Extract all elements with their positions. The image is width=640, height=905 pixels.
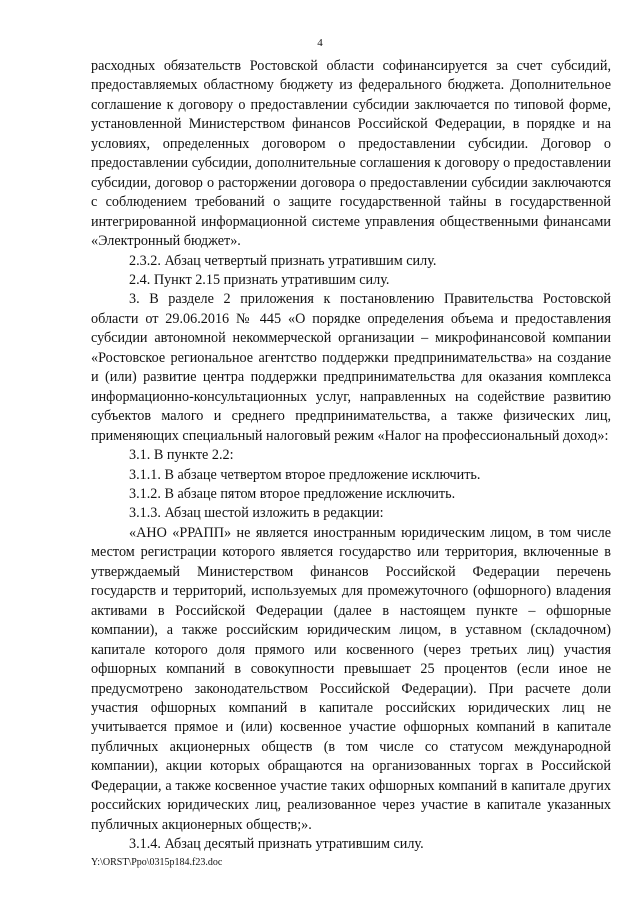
page-number: 4 <box>317 37 323 49</box>
paragraph: 2.4. Пункт 2.15 признать утратившим силу. <box>129 271 390 288</box>
paragraph: 2.3.2. Абзац четвертый признать утратившим силу. <box>129 252 437 269</box>
paragraph: 3.1.4. Абзац десятый признать утратившим силу. <box>129 836 424 853</box>
paragraph: 3.1. В пункте 2.2: <box>129 447 234 464</box>
footer-file-path: Y:\ORST\Ppo\0315p184.f23.doc <box>91 857 223 868</box>
paragraph: 3. В разделе 2 приложения к постановлению Правительства Ростовской области от 29.06.2016 № 445 «О порядке определения объема и предоставления субсидии автономной некоммерческой организации – микрофинансовой компании «Ростовское региональное агентство поддержки предпринимательства» на создание и (или) развитие центра поддержки предпринимательства для оказания комплекса информационно-консультационных услуг, направленных на содействие развитию субъектов малого и среднего предпринимательства, а также физических лиц, применяющих специальный налоговый режим «Налог на профессиональный доход»: <box>91 291 611 444</box>
paragraph: расходных обязательств Ростовской области софинансируется за счет субсидий, предоставляемых областному бюджету из федерального бюджета. Дополнительное соглашение к договору о предоставлении субсидии заключается по типовой форме, установленной Министерством финансов Российской Федерации, в порядке и на условиях, определенных договором о предоставлении субсидии. Договор о предоставлении субсидии, дополнительные соглашения к договору о предоставлении субсидии, договор о расторжении договора о предоставлении субсидии заключаются с соблюдением требований о защите государственной тайны в государственной интегрированной информационной системе управления общественными финансами «Электронный бюджет». <box>91 58 611 250</box>
paragraph: 3.1.1. В абзаце четвертом второе предложение исключить. <box>129 466 481 483</box>
paragraph: 3.1.3. Абзац шестой изложить в редакции: <box>129 505 384 522</box>
document-body <box>91 57 611 855</box>
paragraph: «АНО «РРАПП» не является иностранным юридическим лицом, в том числе местом регистрации которого является государство или территория, включенные в утверждаемый Министерством финансов Российской Федерации перечень государств и территорий, используемых для промежуточного (офшорного) владения активами в Российской Федерации (далее в настоящем пункте – офшорные компании), а также российским юридическим лицом, в уставном (складочном) капитале которого доля прямого или косвенного (через третьих лиц) участия офшорных компаний в совокупности превышает 25 процентов (если иное не предусмотрено законодательством Российской Федерации). При расчете доли участия офшорных компаний в капитале российских юридических лиц не учитывается прямое и (или) косвенное участие офшорных компаний в капитале публичных акционерных обществ (в том числе со статусом международной компании), акции которых обращаются на организованных торгах в Российской Федерации, а также косвенное участие таких офшорных компаний в капитале других российских юридических лиц, реализованное через участие в капитале указанных публичных акционерных обществ;». <box>91 524 611 833</box>
paragraph: 3.1.2. В абзаце пятом второе предложение исключить. <box>129 485 456 502</box>
